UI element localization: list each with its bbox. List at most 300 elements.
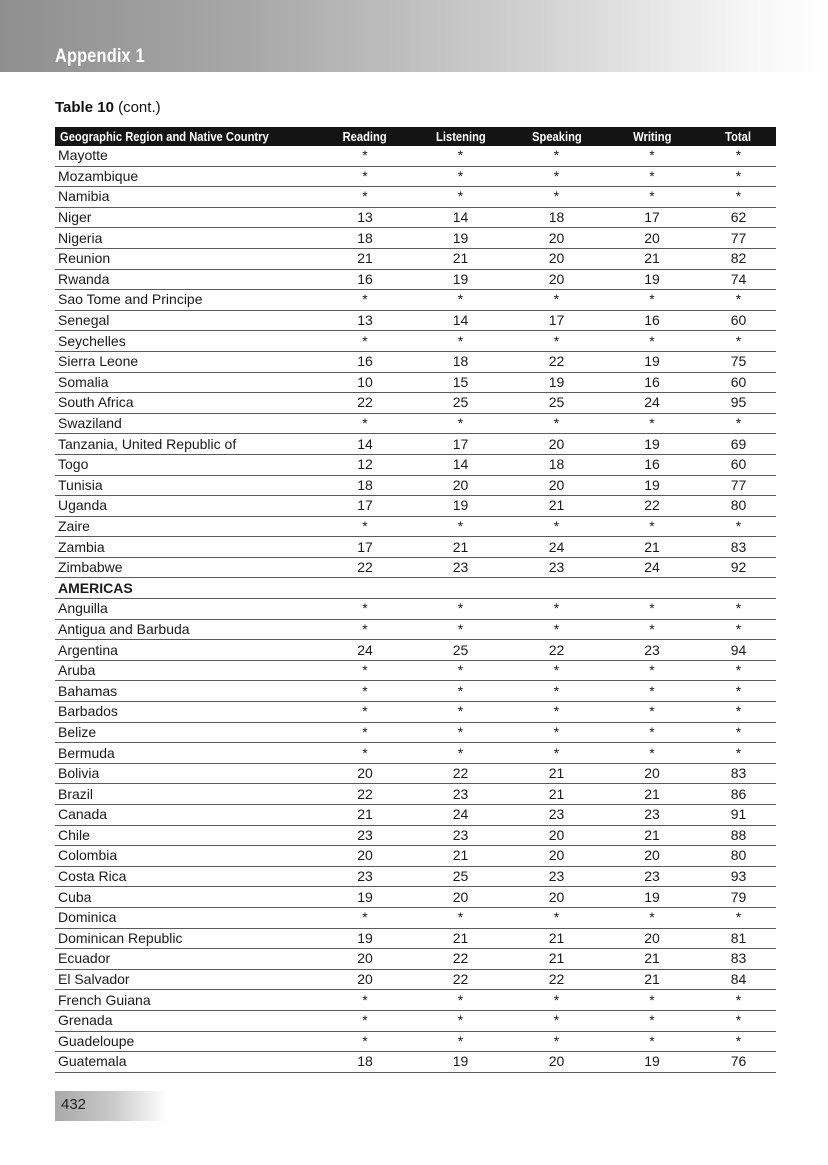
listening-cell: * [411, 1031, 510, 1052]
country-cell: Aruba [55, 660, 319, 681]
column-header-country: Geographic Region and Native Country [55, 127, 319, 146]
writing-cell: * [603, 1031, 701, 1052]
listening-cell: * [411, 166, 510, 187]
speaking-cell: 23 [510, 805, 603, 826]
total-cell: * [701, 681, 776, 702]
country-cell: Costa Rica [55, 866, 319, 887]
country-cell: Senegal [55, 310, 319, 331]
scores-table [55, 127, 776, 1073]
writing-cell: 21 [603, 537, 701, 558]
listening-cell: 14 [411, 454, 510, 475]
total-cell: 91 [701, 805, 776, 826]
table-row [55, 454, 776, 475]
reading-cell: 13 [319, 310, 411, 331]
table-row [55, 640, 776, 661]
speaking-cell: * [510, 1010, 603, 1031]
page-number: 432 [61, 1096, 87, 1113]
listening-cell: 25 [411, 640, 510, 661]
speaking-cell: * [510, 743, 603, 764]
table-row [55, 269, 776, 290]
country-cell: Sao Tome and Principe [55, 290, 319, 311]
country-cell: Togo [55, 454, 319, 475]
speaking-cell: 21 [510, 763, 603, 784]
listening-cell: 25 [411, 393, 510, 414]
total-cell: 92 [701, 557, 776, 578]
reading-cell: * [319, 331, 411, 352]
speaking-cell: 18 [510, 454, 603, 475]
table-row [55, 331, 776, 352]
table-row [55, 702, 776, 723]
listening-cell: * [411, 516, 510, 537]
total-cell: 82 [701, 248, 776, 269]
page-title: Appendix 1 [55, 46, 145, 67]
table-row [55, 166, 776, 187]
speaking-cell: * [510, 290, 603, 311]
writing-cell: 20 [603, 763, 701, 784]
total-cell: * [701, 1031, 776, 1052]
writing-cell: 20 [603, 228, 701, 249]
writing-cell: * [603, 743, 701, 764]
total-cell: 60 [701, 454, 776, 475]
listening-cell: * [411, 907, 510, 928]
speaking-cell: * [510, 660, 603, 681]
listening-cell: 21 [411, 846, 510, 867]
reading-cell: * [319, 1010, 411, 1031]
reading-cell: 20 [319, 846, 411, 867]
writing-cell: 16 [603, 372, 701, 393]
writing-cell: 24 [603, 557, 701, 578]
country-cell: Seychelles [55, 331, 319, 352]
writing-cell: * [603, 146, 701, 166]
table-row [55, 866, 776, 887]
listening-cell: 19 [411, 496, 510, 517]
total-cell: * [701, 290, 776, 311]
country-cell: Guatemala [55, 1052, 319, 1073]
reading-cell: * [319, 187, 411, 208]
reading-cell: 16 [319, 269, 411, 290]
country-cell: Colombia [55, 846, 319, 867]
listening-cell: * [411, 990, 510, 1011]
listening-cell: 19 [411, 1052, 510, 1073]
table-row [55, 413, 776, 434]
listening-cell: 23 [411, 784, 510, 805]
table-row [55, 207, 776, 228]
total-cell: 83 [701, 537, 776, 558]
total-cell: * [701, 413, 776, 434]
listening-cell: * [411, 743, 510, 764]
speaking-cell: 21 [510, 949, 603, 970]
reading-cell: * [319, 516, 411, 537]
country-cell: Chile [55, 825, 319, 846]
country-cell: El Salvador [55, 969, 319, 990]
total-cell: * [701, 702, 776, 723]
total-cell: * [701, 1010, 776, 1031]
listening-cell: * [411, 599, 510, 620]
writing-cell: 23 [603, 805, 701, 826]
table-row [55, 949, 776, 970]
table-row [55, 743, 776, 764]
total-cell: * [701, 516, 776, 537]
listening-cell: 23 [411, 557, 510, 578]
writing-cell: 19 [603, 887, 701, 908]
speaking-cell: * [510, 516, 603, 537]
writing-cell: * [603, 599, 701, 620]
total-cell: * [701, 743, 776, 764]
total-cell: * [701, 166, 776, 187]
reading-cell: 18 [319, 228, 411, 249]
country-cell: Brazil [55, 784, 319, 805]
country-cell: Niger [55, 207, 319, 228]
reading-cell: 22 [319, 557, 411, 578]
reading-cell: * [319, 743, 411, 764]
reading-cell: * [319, 681, 411, 702]
table-row [55, 599, 776, 620]
listening-cell: * [411, 146, 510, 166]
reading-cell: 20 [319, 949, 411, 970]
table-row [55, 290, 776, 311]
country-cell: Zaire [55, 516, 319, 537]
reading-cell: 23 [319, 825, 411, 846]
listening-cell: 17 [411, 434, 510, 455]
writing-cell: * [603, 1010, 701, 1031]
reading-cell: 20 [319, 969, 411, 990]
total-cell [701, 578, 776, 599]
country-cell: Somalia [55, 372, 319, 393]
speaking-cell: 22 [510, 640, 603, 661]
country-cell: Ecuador [55, 949, 319, 970]
writing-cell: 19 [603, 475, 701, 496]
reading-cell: * [319, 599, 411, 620]
speaking-cell: 23 [510, 866, 603, 887]
listening-cell: 22 [411, 763, 510, 784]
reading-cell: 22 [319, 784, 411, 805]
total-cell: 74 [701, 269, 776, 290]
writing-cell: * [603, 990, 701, 1011]
table-row [55, 660, 776, 681]
table-row [55, 784, 776, 805]
speaking-cell: 23 [510, 557, 603, 578]
table-row [55, 1052, 776, 1073]
table-row [55, 228, 776, 249]
table-row [55, 393, 776, 414]
writing-cell: 20 [603, 846, 701, 867]
total-cell: 75 [701, 351, 776, 372]
writing-cell [603, 578, 701, 599]
total-cell: * [701, 660, 776, 681]
speaking-cell: * [510, 722, 603, 743]
speaking-cell: * [510, 187, 603, 208]
listening-cell: * [411, 619, 510, 640]
speaking-cell: * [510, 413, 603, 434]
table-row [55, 146, 776, 166]
total-cell: 69 [701, 434, 776, 455]
speaking-cell: 20 [510, 269, 603, 290]
country-cell: Rwanda [55, 269, 319, 290]
page-number-box [55, 1091, 167, 1121]
reading-cell [319, 578, 411, 599]
writing-cell: * [603, 907, 701, 928]
speaking-cell: * [510, 990, 603, 1011]
writing-cell: 16 [603, 310, 701, 331]
listening-cell: 21 [411, 928, 510, 949]
listening-cell [411, 578, 510, 599]
listening-cell: 20 [411, 475, 510, 496]
listening-cell: * [411, 187, 510, 208]
country-cell: Dominican Republic [55, 928, 319, 949]
listening-cell: 25 [411, 866, 510, 887]
reading-cell: 18 [319, 1052, 411, 1073]
speaking-cell: 20 [510, 1052, 603, 1073]
writing-cell: 23 [603, 640, 701, 661]
table-row [55, 969, 776, 990]
speaking-cell: * [510, 166, 603, 187]
total-cell: * [701, 146, 776, 166]
total-cell: 81 [701, 928, 776, 949]
writing-cell: * [603, 331, 701, 352]
writing-cell: * [603, 702, 701, 723]
country-cell: Canada [55, 805, 319, 826]
country-cell: Barbados [55, 702, 319, 723]
country-cell: Dominica [55, 907, 319, 928]
reading-cell: 17 [319, 496, 411, 517]
writing-cell: * [603, 187, 701, 208]
listening-cell: * [411, 290, 510, 311]
speaking-cell: 20 [510, 228, 603, 249]
speaking-cell: 21 [510, 496, 603, 517]
speaking-cell: 24 [510, 537, 603, 558]
reading-cell: 13 [319, 207, 411, 228]
listening-cell: * [411, 702, 510, 723]
total-cell: 88 [701, 825, 776, 846]
reading-cell: 20 [319, 763, 411, 784]
country-cell: Bahamas [55, 681, 319, 702]
country-cell: Mozambique [55, 166, 319, 187]
table-row [55, 516, 776, 537]
total-cell: * [701, 907, 776, 928]
table-row [55, 187, 776, 208]
reading-cell: 18 [319, 475, 411, 496]
reading-cell: * [319, 1031, 411, 1052]
column-header-reading: Reading [319, 127, 411, 146]
listening-cell: 22 [411, 969, 510, 990]
region-label: AMERICAS [55, 578, 319, 599]
reading-cell: * [319, 722, 411, 743]
listening-cell: * [411, 722, 510, 743]
writing-cell: * [603, 290, 701, 311]
total-cell: 94 [701, 640, 776, 661]
table-body [55, 146, 776, 1072]
speaking-cell: 20 [510, 475, 603, 496]
country-cell: Grenada [55, 1010, 319, 1031]
country-cell: French Guiana [55, 990, 319, 1011]
table-row [55, 887, 776, 908]
reading-cell: * [319, 290, 411, 311]
speaking-cell [510, 578, 603, 599]
reading-cell: * [319, 619, 411, 640]
table-row [55, 537, 776, 558]
total-cell: 62 [701, 207, 776, 228]
speaking-cell: 20 [510, 434, 603, 455]
total-cell: 60 [701, 310, 776, 331]
reading-cell: 16 [319, 351, 411, 372]
listening-cell: 24 [411, 805, 510, 826]
listening-cell: 22 [411, 949, 510, 970]
table-row [55, 248, 776, 269]
listening-cell: 18 [411, 351, 510, 372]
country-cell: Bermuda [55, 743, 319, 764]
total-cell: 93 [701, 866, 776, 887]
reading-cell: * [319, 146, 411, 166]
table-row [55, 1010, 776, 1031]
speaking-cell: * [510, 331, 603, 352]
column-header-writing: Writing [603, 127, 701, 146]
speaking-cell: * [510, 599, 603, 620]
reading-cell: 19 [319, 887, 411, 908]
writing-cell: 16 [603, 454, 701, 475]
writing-cell: 20 [603, 928, 701, 949]
total-cell: 77 [701, 228, 776, 249]
speaking-cell: 25 [510, 393, 603, 414]
table-row [55, 1031, 776, 1052]
listening-cell: * [411, 331, 510, 352]
country-cell: Bolivia [55, 763, 319, 784]
speaking-cell: 22 [510, 351, 603, 372]
writing-cell: 21 [603, 784, 701, 805]
country-cell: Sierra Leone [55, 351, 319, 372]
speaking-cell: 21 [510, 784, 603, 805]
writing-cell: * [603, 660, 701, 681]
table-row [55, 557, 776, 578]
writing-cell: 19 [603, 434, 701, 455]
listening-cell: 21 [411, 248, 510, 269]
country-cell: Argentina [55, 640, 319, 661]
reading-cell: * [319, 166, 411, 187]
total-cell: 95 [701, 393, 776, 414]
writing-cell: * [603, 516, 701, 537]
speaking-cell: 19 [510, 372, 603, 393]
table-row [55, 722, 776, 743]
total-cell: 83 [701, 763, 776, 784]
speaking-cell: * [510, 907, 603, 928]
table-row [55, 619, 776, 640]
speaking-cell: * [510, 146, 603, 166]
speaking-cell: 20 [510, 887, 603, 908]
reading-cell: * [319, 413, 411, 434]
listening-cell: 14 [411, 207, 510, 228]
country-cell: Mayotte [55, 146, 319, 166]
writing-cell: 21 [603, 969, 701, 990]
writing-cell: * [603, 413, 701, 434]
total-cell: 80 [701, 846, 776, 867]
table-caption [55, 99, 161, 116]
speaking-cell: * [510, 681, 603, 702]
writing-cell: * [603, 681, 701, 702]
speaking-cell: 17 [510, 310, 603, 331]
writing-cell: 19 [603, 269, 701, 290]
column-header-total: Total [701, 127, 776, 146]
speaking-cell: 20 [510, 846, 603, 867]
country-cell: Cuba [55, 887, 319, 908]
writing-cell: 22 [603, 496, 701, 517]
writing-cell: 17 [603, 207, 701, 228]
reading-cell: 10 [319, 372, 411, 393]
speaking-cell: 20 [510, 825, 603, 846]
country-cell: Belize [55, 722, 319, 743]
listening-cell: * [411, 413, 510, 434]
table-row [55, 990, 776, 1011]
speaking-cell: 18 [510, 207, 603, 228]
total-cell: 84 [701, 969, 776, 990]
writing-cell: * [603, 619, 701, 640]
country-cell: Guadeloupe [55, 1031, 319, 1052]
total-cell: 83 [701, 949, 776, 970]
speaking-cell: 20 [510, 248, 603, 269]
country-cell: Zambia [55, 537, 319, 558]
listening-cell: 20 [411, 887, 510, 908]
listening-cell: 21 [411, 537, 510, 558]
total-cell: 76 [701, 1052, 776, 1073]
total-cell: * [701, 619, 776, 640]
listening-cell: 19 [411, 228, 510, 249]
country-cell: Anguilla [55, 599, 319, 620]
country-cell: Antigua and Barbuda [55, 619, 319, 640]
table-row [55, 496, 776, 517]
listening-cell: * [411, 681, 510, 702]
total-cell: 86 [701, 784, 776, 805]
total-cell: 77 [701, 475, 776, 496]
column-header-listening: Listening [411, 127, 510, 146]
writing-cell: 21 [603, 949, 701, 970]
reading-cell: * [319, 990, 411, 1011]
writing-cell: 19 [603, 351, 701, 372]
reading-cell: * [319, 660, 411, 681]
country-cell: Uganda [55, 496, 319, 517]
total-cell: * [701, 722, 776, 743]
reading-cell: 22 [319, 393, 411, 414]
country-cell: Swaziland [55, 413, 319, 434]
table-row [55, 928, 776, 949]
writing-cell: 21 [603, 825, 701, 846]
table-row [55, 681, 776, 702]
table-row [55, 907, 776, 928]
listening-cell: * [411, 660, 510, 681]
speaking-cell: * [510, 1031, 603, 1052]
writing-cell: 19 [603, 1052, 701, 1073]
country-cell: Zimbabwe [55, 557, 319, 578]
reading-cell: * [319, 907, 411, 928]
table-row [55, 475, 776, 496]
table-caption-suffix: (cont.) [118, 99, 161, 116]
total-cell: 80 [701, 496, 776, 517]
writing-cell: 21 [603, 248, 701, 269]
table-row [55, 805, 776, 826]
listening-cell: 15 [411, 372, 510, 393]
table-row [55, 846, 776, 867]
speaking-cell: * [510, 619, 603, 640]
reading-cell: * [319, 702, 411, 723]
reading-cell: 17 [319, 537, 411, 558]
country-cell: South Africa [55, 393, 319, 414]
table-row [55, 825, 776, 846]
region-row [55, 578, 776, 599]
writing-cell: 24 [603, 393, 701, 414]
listening-cell: 23 [411, 825, 510, 846]
writing-cell: * [603, 722, 701, 743]
country-cell: Namibia [55, 187, 319, 208]
country-cell: Nigeria [55, 228, 319, 249]
listening-cell: 14 [411, 310, 510, 331]
writing-cell: * [603, 166, 701, 187]
